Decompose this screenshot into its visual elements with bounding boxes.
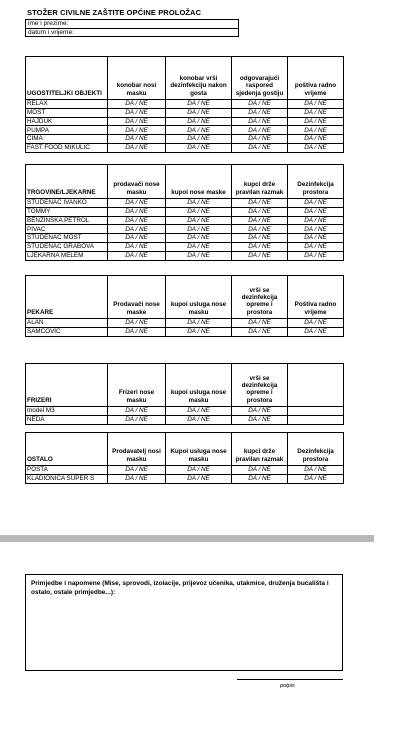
yes-no-cell[interactable]: DA / NE <box>108 407 166 416</box>
table-header-row <box>26 276 344 319</box>
row-label: model M3 <box>26 407 108 416</box>
yes-no-cell[interactable]: DA / NE <box>108 135 166 144</box>
yes-no-cell[interactable]: DA / NE <box>232 225 288 234</box>
yes-no-cell[interactable]: DA / NE <box>166 126 232 135</box>
yes-no-cell[interactable]: DA / NE <box>288 117 344 126</box>
yes-no-cell[interactable]: DA / NE <box>288 225 344 234</box>
yes-no-cell[interactable]: DA / NE <box>108 143 166 152</box>
yes-no-cell[interactable]: DA / NE <box>288 108 344 117</box>
column-header: kupci drže pravilan razmak <box>232 165 288 199</box>
row-label: LJEKARNA MELEM <box>26 251 108 260</box>
row-label: KLADIONICA SUPER S <box>26 474 108 483</box>
row-label: BENZINSKA PETROL <box>26 216 108 225</box>
row-label: FAST FOOD MIKULIĆ <box>26 143 108 152</box>
yes-no-cell[interactable]: DA / NE <box>232 251 288 260</box>
column-header: kupoi usluga nose masku <box>166 364 232 407</box>
table-trgovine <box>25 164 344 261</box>
table-row <box>26 415 344 424</box>
yes-no-cell[interactable]: DA / NE <box>288 135 344 144</box>
yes-no-cell[interactable]: DA / NE <box>108 466 166 475</box>
row-label: RELAX <box>26 100 108 109</box>
signature-label: potpis <box>280 683 295 689</box>
yes-no-cell[interactable] <box>288 407 344 416</box>
yes-no-cell[interactable]: DA / NE <box>166 234 232 243</box>
yes-no-cell[interactable]: DA / NE <box>166 225 232 234</box>
table-header-row <box>26 57 344 100</box>
yes-no-cell[interactable]: DA / NE <box>166 108 232 117</box>
table-pekare <box>25 275 344 337</box>
yes-no-cell[interactable]: DA / NE <box>166 135 232 144</box>
meta-table <box>25 19 239 37</box>
yes-no-cell[interactable]: DA / NE <box>232 415 288 424</box>
yes-no-cell[interactable]: DA / NE <box>166 474 232 483</box>
yes-no-cell[interactable]: DA / NE <box>232 117 288 126</box>
yes-no-cell[interactable]: DA / NE <box>232 242 288 251</box>
table-header-row <box>26 165 344 199</box>
column-header: Frizeri nose masku <box>108 364 166 407</box>
yes-no-cell[interactable]: DA / NE <box>166 466 232 475</box>
yes-no-cell[interactable]: DA / NE <box>232 327 288 336</box>
yes-no-cell[interactable]: DA / NE <box>232 216 288 225</box>
table-row <box>26 100 344 109</box>
yes-no-cell[interactable]: DA / NE <box>232 407 288 416</box>
table-row <box>26 143 344 152</box>
table-row <box>26 319 344 328</box>
yes-no-cell[interactable]: DA / NE <box>232 466 288 475</box>
yes-no-cell[interactable]: DA / NE <box>108 100 166 109</box>
yes-no-cell[interactable]: DA / NE <box>108 251 166 260</box>
yes-no-cell[interactable]: DA / NE <box>288 126 344 135</box>
page-title: STOŽER CIVILNE ZAŠTITE OPĆINE PROLOŽAC <box>27 8 202 17</box>
yes-no-cell[interactable]: DA / NE <box>288 143 344 152</box>
yes-no-cell[interactable]: DA / NE <box>232 199 288 208</box>
yes-no-cell[interactable]: DA / NE <box>166 117 232 126</box>
row-label: TOMMY <box>26 207 108 216</box>
yes-no-cell[interactable]: DA / NE <box>108 474 166 483</box>
yes-no-cell[interactable]: DA / NE <box>166 327 232 336</box>
column-header: kupoi nose maske <box>166 165 232 199</box>
table-row <box>26 474 344 483</box>
table-row <box>26 108 344 117</box>
name-field[interactable]: ime i prezime: <box>26 20 239 29</box>
yes-no-cell[interactable]: DA / NE <box>166 319 232 328</box>
separator-bar <box>0 535 374 542</box>
table-row <box>26 242 344 251</box>
yes-no-cell[interactable]: DA / NE <box>232 135 288 144</box>
table-row <box>26 407 344 416</box>
table-row <box>26 126 344 135</box>
yes-no-cell[interactable]: DA / NE <box>166 216 232 225</box>
yes-no-cell[interactable]: DA / NE <box>166 199 232 208</box>
yes-no-cell[interactable]: DA / NE <box>166 100 232 109</box>
column-header: prodavači nose masku <box>108 165 166 199</box>
yes-no-cell[interactable]: DA / NE <box>288 327 344 336</box>
yes-no-cell[interactable]: DA / NE <box>288 207 344 216</box>
column-header: konobar nosi masku <box>108 57 166 100</box>
table-row <box>26 117 344 126</box>
yes-no-cell[interactable]: DA / NE <box>166 143 232 152</box>
yes-no-cell[interactable]: DA / NE <box>288 234 344 243</box>
yes-no-cell[interactable]: DA / NE <box>108 117 166 126</box>
yes-no-cell[interactable]: DA / NE <box>108 126 166 135</box>
row-label: CIMA <box>26 135 108 144</box>
yes-no-cell[interactable]: DA / NE <box>108 415 166 424</box>
signature-line[interactable] <box>237 679 343 680</box>
notes-box[interactable] <box>25 574 343 671</box>
category-header: UGOSTITELJKI OBJEKTI <box>26 57 108 100</box>
row-label: STUDENAC GRABOVA <box>26 242 108 251</box>
yes-no-cell[interactable]: DA / NE <box>108 234 166 243</box>
column-header: vrši se dezinfekcija opreme i prostora <box>232 276 288 319</box>
yes-no-cell[interactable]: DA / NE <box>232 474 288 483</box>
yes-no-cell[interactable]: DA / NE <box>288 100 344 109</box>
row-label: NEDA <box>26 415 108 424</box>
table-ugostitelji <box>25 56 344 153</box>
yes-no-cell[interactable]: DA / NE <box>166 407 232 416</box>
row-label: SAMČOVIĆ <box>26 327 108 336</box>
table-ostalo <box>25 432 344 484</box>
table-row <box>26 135 344 144</box>
yes-no-cell[interactable]: DA / NE <box>166 242 232 251</box>
yes-no-cell[interactable]: DA / NE <box>232 108 288 117</box>
yes-no-cell[interactable]: DA / NE <box>108 199 166 208</box>
yes-no-cell[interactable]: DA / NE <box>232 100 288 109</box>
yes-no-cell[interactable]: DA / NE <box>288 251 344 260</box>
yes-no-cell[interactable]: DA / NE <box>232 319 288 328</box>
table-row <box>26 225 344 234</box>
column-header: Poštiva radno vrijeme <box>288 276 344 319</box>
yes-no-cell[interactable]: DA / NE <box>288 199 344 208</box>
yes-no-cell[interactable]: DA / NE <box>108 207 166 216</box>
row-label: STUDENAC IVANKO <box>26 199 108 208</box>
yes-no-cell[interactable]: DA / NE <box>108 225 166 234</box>
category-header: TRGOVINE/LJEKARNE <box>26 165 108 199</box>
yes-no-cell[interactable]: DA / NE <box>166 251 232 260</box>
table-frizeri <box>25 363 344 425</box>
table-row <box>26 251 344 260</box>
column-header: Prodavači nose maske <box>108 276 166 319</box>
yes-no-cell[interactable]: DA / NE <box>288 474 344 483</box>
column-header <box>288 364 344 407</box>
yes-no-cell[interactable]: DA / NE <box>108 319 166 328</box>
column-header: vrši se dezinfekcija opreme i prostora <box>232 364 288 407</box>
table-row <box>26 234 344 243</box>
yes-no-cell[interactable]: DA / NE <box>288 466 344 475</box>
yes-no-cell[interactable]: DA / NE <box>232 143 288 152</box>
category-header: OSTALO <box>26 433 108 466</box>
yes-no-cell[interactable]: DA / NE <box>288 319 344 328</box>
yes-no-cell[interactable]: DA / NE <box>166 415 232 424</box>
yes-no-cell[interactable]: DA / NE <box>288 242 344 251</box>
row-label: HAJDUK <box>26 117 108 126</box>
column-header: konobar vrši dezinfekciju nakon gosta <box>166 57 232 100</box>
yes-no-cell[interactable]: DA / NE <box>232 126 288 135</box>
column-header: Dezinfekcija prostora <box>288 165 344 199</box>
yes-no-cell[interactable]: DA / NE <box>288 216 344 225</box>
yes-no-cell[interactable]: DA / NE <box>108 216 166 225</box>
category-header: FRIZERI <box>26 364 108 407</box>
yes-no-cell[interactable]: DA / NE <box>108 108 166 117</box>
column-header: kupci drže pravilan razmak <box>232 433 288 466</box>
column-header: poštiva radno vrijeme <box>288 57 344 100</box>
row-label: POŠTA <box>26 466 108 475</box>
yes-no-cell[interactable]: DA / NE <box>232 234 288 243</box>
row-label: PIVAC <box>26 225 108 234</box>
table-row <box>26 199 344 208</box>
row-label: PUMPA <box>26 126 108 135</box>
column-header: kupoi usluga nose masku <box>166 276 232 319</box>
table-row <box>26 216 344 225</box>
column-header: odgovarajući raspored sjedenja gostiju <box>232 57 288 100</box>
column-header: Dezinfekcija prostora <box>288 433 344 466</box>
datetime-field[interactable]: datum i vrijeme: <box>26 28 239 37</box>
table-header-row <box>26 433 344 466</box>
yes-no-cell[interactable]: DA / NE <box>108 327 166 336</box>
table-row <box>26 327 344 336</box>
table-row <box>26 466 344 475</box>
table-header-row <box>26 364 344 407</box>
yes-no-cell[interactable]: DA / NE <box>108 242 166 251</box>
column-header: Kupoi usluga nose masku <box>166 433 232 466</box>
row-label: MOST <box>26 108 108 117</box>
yes-no-cell[interactable] <box>288 415 344 424</box>
row-label: ALAN <box>26 319 108 328</box>
row-label: STUDENAC MOST <box>26 234 108 243</box>
notes-label: Primjedbe i napomene (Mise, sprovodi, izolacije, prijevoz učenika, utakmice, druženja bućališta i ostalo, ostale primjedbe...): <box>31 580 329 596</box>
column-header: Prodavatelj nosi masku <box>108 433 166 466</box>
category-header: PEKARE <box>26 276 108 319</box>
table-row <box>26 207 344 216</box>
yes-no-cell[interactable]: DA / NE <box>166 207 232 216</box>
yes-no-cell[interactable]: DA / NE <box>232 207 288 216</box>
